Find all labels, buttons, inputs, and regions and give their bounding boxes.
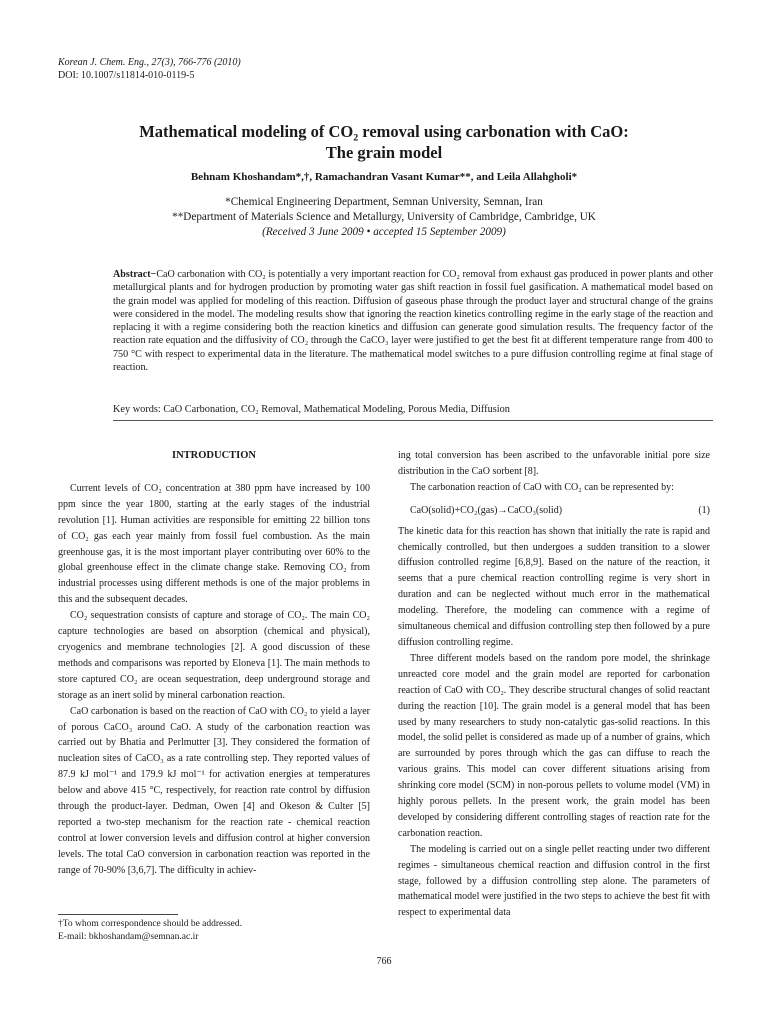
paragraph: Current levels of CO₂ concentration at 380 ppm have increased by 100 ppm since the year 1800, starting at the early stages of the industrial revolution [1]. Human activities are responsible for emitting 22 billion tons of CO₂ gas each year mainly from fossil fuel combustion. As the main greenhouse gas, it is the most important player contributing over 60% to the global greenhouse effect in the climate change stake. Removing CO₂ from industrial processes using different methods is one of the major problems in this and the subsequent decades. xyxy=(58,482,370,606)
paragraph-continuation: ing total conversion has been ascribed to the unfavorable initial pore size distribution in the CaO sorbent [8]. xyxy=(398,450,710,477)
abstract-text: CaO carbonation with CO₂ is potentially a very important reaction for CO₂ removal from exhaust gas produced in power plants and other metallurgical plants and for hydrogen production by promoting water gas shift reaction in fossil fuel gasification. A mathematical model based on the grain model was applied for modeling of this reaction. Diffusion of gaseous phase through the product layer and structural change of the grains were considered in the model. The modeling results show that ignoring the reaction kinetics controlling regime in the early stage of the reaction and replacing it with a regime considering both the reaction kinetics and diffusion can generate good simulation results. The frequency factor of the reaction rate equation and the diffusivity of CO₂ through the CaCO₃ layer were justified to get the best fit at different temperature range from 400 to 750 °C with respect to experimental data in the literature. The mathematical model switches to a pure diffusion controlling regime at final stage of reaction. xyxy=(113,269,713,374)
equation-number: (1) xyxy=(698,504,710,516)
paragraph: The modeling is carried out on a single pellet reacting under two different regimes - simultaneous chemical reaction and diffusion control in the first stage, followed by a diffusion controlling step alone. The parameters of mathematical model were justified in the two steps to achieve the best fit with respect to experimental data xyxy=(398,843,710,919)
equation-text: CaO(solid)+CO₂(gas)→CaCO₃(solid) xyxy=(410,504,563,516)
equation-intro: The carbonation reaction of CaO with CO₂ can be represented by: xyxy=(410,481,674,493)
paragraph: Three different models based on the random pore model, the shrinkage unreacted core model and the grain model are reported for carbonation reaction of CaO with CO₂. They describe structural changes of solid reactant during the reaction [10]. The grain model is a general model that has been used by many researchers to study non-catalytic gas-solid reactions. In this model, the solid pellet is considered as made up of a number of grains, which are surrounded by pores through which the gas can diffuse to reach the various grains. This model can cover different situations arising from shrinking core model (SCM) in non-porous pellets to volume model (VM) in highly porous pellets. In the present work, the grain model has been developed by considering different controlling stages of reaction rate for the carbonation reaction. xyxy=(398,652,710,839)
paper-title xyxy=(60,121,708,163)
correspondence-note: †To whom correspondence should be addressed. xyxy=(58,919,243,929)
affiliation-semnan: *Chemical Engineering Department, Semnan University, Semnan, Iran xyxy=(225,196,543,208)
keywords: Key words: CaO Carbonation, CO₂ Removal, Mathematical Modeling, Porous Media, Diffusion xyxy=(113,404,510,415)
title-line-1: Mathematical modeling of CO₂ removal using carbonation with CaO: xyxy=(139,122,629,141)
doi: DOI: 10.1007/s11814-010-0119-5 xyxy=(58,70,195,81)
paragraph: CO₂ sequestration consists of capture and storage of CO₂. The main CO₂ capture technologies are based on absorption (chemical and physical), cryogenics and membrane technologies [2]. A good discussion of these methods and comparisons was reported by Eloneva [1]. The main methods to store captured CO₂ are ocean sequestration, deep underground storage and storage as an inert solid by mineral carbonation reaction. xyxy=(58,610,370,701)
abstract-divider xyxy=(113,420,713,421)
section-heading-introduction: INTRODUCTION xyxy=(171,450,256,461)
left-column xyxy=(58,448,370,879)
affiliation-cambridge: **Department of Materials Science and Metallurgy, University of Cambridge, Cambridge, UK xyxy=(172,211,596,223)
footnote-divider xyxy=(58,914,178,915)
page-number: 766 xyxy=(376,956,392,967)
abstract xyxy=(113,268,713,374)
equation-1 xyxy=(398,503,710,519)
abstract-label: Abstract− xyxy=(113,269,157,280)
right-column xyxy=(398,448,710,921)
email: E-mail: bkhoshandam@semnan.ac.ir xyxy=(58,932,199,942)
journal-citation: Korean J. Chem. Eng., 27(3), 766-776 (2010) xyxy=(58,57,241,68)
received-dates: (Received 3 June 2009 • accepted 15 September 2009) xyxy=(262,226,506,238)
paragraph: The kinetic data for this reaction has shown that initially the rate is rapid and chemically controlled, but then undergoes a sudden transition to a slower diffusion controlled regime [6,8,9]. Based on the nature of the reaction, it seems that a pure chemical reaction controlling regime is very short in duration and can be neglected without much error in the mathematical modeling. Therefore, the modeling can commence with a regime of simultaneous chemical and diffusion controlling step then followed by a pure diffusion controlling regime. xyxy=(398,525,710,648)
footnote xyxy=(58,918,242,944)
paragraph: CaO carbonation is based on the reaction of CaO with CO₂ to yield a layer of porous CaCO₃ around CaO. A study of the carbonation reaction was carried out by Bhatia and Perlmutter [3]. They considered the formation of nucleation sites of CaCO₃ as a rate controlling step. They reported values of 87.9 kJ mol⁻¹ and 179.9 kJ mol⁻¹ for activation energies at temperatures below and above 415 °C, respectively, for reaction rate control by diffusion through the product-layer. Dedman, Owen [4] and Okeson & Culter [5] reported a two-step mechanism for the reaction rate - chemical reaction control at lower conversion levels and diffusion control at higher conversion levels. The total CaO conversion in carbonation reaction was reported in the range of 70-90% [3,6,7]. The difficulty in achiev- xyxy=(58,705,370,876)
title-line-2: The grain model xyxy=(325,143,443,162)
authors: Behnam Khoshandam*,†, Ramachandran Vasant Kumar**, and Leila Allahgholi* xyxy=(190,171,578,183)
